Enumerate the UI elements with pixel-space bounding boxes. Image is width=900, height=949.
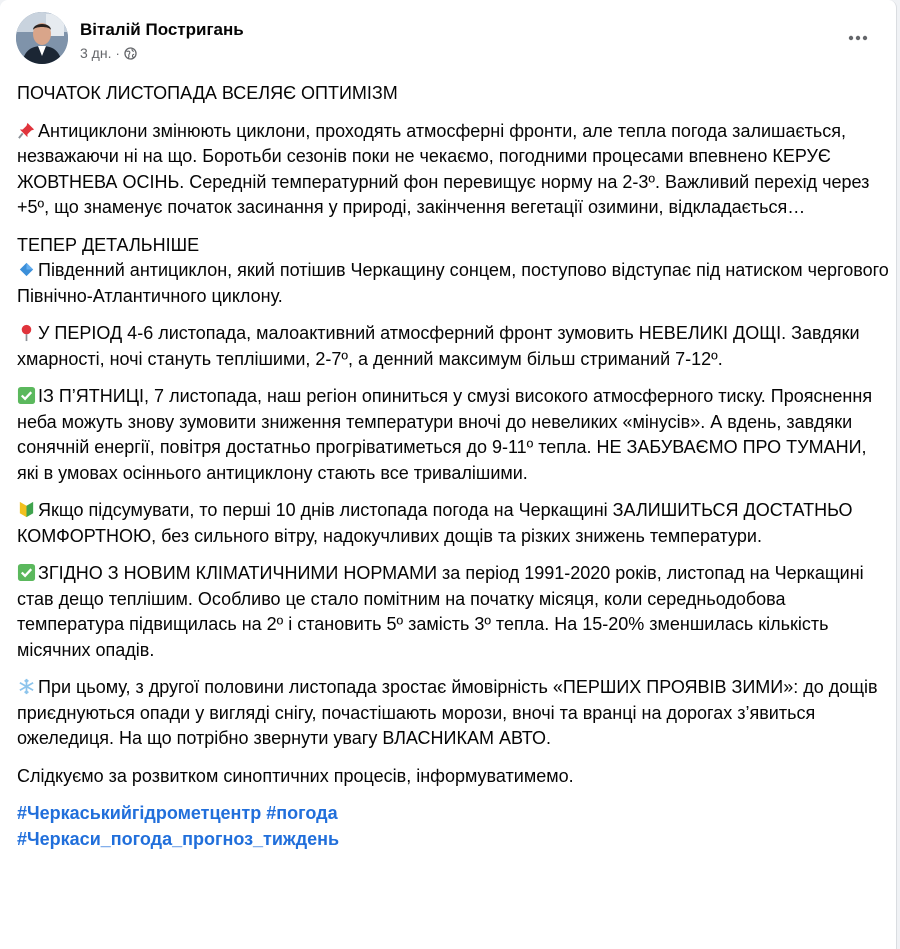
hashtag-link[interactable]: #погода [266, 803, 338, 823]
post-meta [80, 45, 137, 61]
globe-icon[interactable] [124, 47, 137, 60]
more-options-button[interactable] [844, 26, 872, 50]
blue-diamond-icon [17, 260, 36, 279]
hashtags [17, 801, 889, 852]
pushpin-icon [17, 121, 36, 140]
paragraph: У ПЕРІОД 4-6 листопада, малоактивний атмосферний фронт зумовить НЕВЕЛИКІ ДОЩІ. Завдяки хмарності, ночі стануть теплішими, 2-7º, а денний максимум більш стриманий 7-12º. [17, 323, 860, 369]
round-pushpin-icon [17, 323, 36, 342]
author-avatar[interactable] [16, 12, 68, 64]
snowflake-icon [17, 677, 36, 696]
hashtag-link[interactable]: #Черкаськийгідрометцентр [17, 803, 262, 823]
post-content [17, 81, 889, 852]
paragraph: При цьому, з другої половини листопада зростає ймовірність «ПЕРШИХ ПРОЯВІВ ЗИМИ»: до дощів приєднуються опади у вигляді снігу, почастішають морози, вночі та вранці на дорогах з’явиться ожеледиця. На що потрібно звернути увагу ВЛАСНИКАМ АВТО. [17, 677, 878, 748]
check-mark-icon [17, 563, 36, 582]
paragraph: ІЗ П’ЯТНИЦІ, 7 листопада, наш регіон опиниться у смузі високого атмосферного тиску. Прояснення неба можуть знову зумовити зниження температури вночі до невеликих «мінусів». А вдень, завдяки сонячній енергії, повітря достатньо прогріватиметься до 9-11º тепла. НЕ ЗАБУВАЄМО ПРО ТУМАНИ, які в умовах осіннього антициклону стають все тривалішими. [17, 386, 873, 483]
more-horizontal-icon [848, 35, 868, 41]
paragraph: Південний антициклон, який потішив Черкащину сонцем, поступово відступає під натиском чергового Північно-Атлантичного циклону. [17, 260, 889, 306]
beginner-symbol-icon [17, 500, 36, 519]
paragraph: ЗГІДНО З НОВИМ КЛІМАТИЧНИМИ НОРМАМИ за період 1991-2020 років, листопад на Черкащині став дещо теплішим. Особливо це стало помітним на початку місяця, коли середньодобова температура підвищилась на 2º і становить 5º замість 3º тепла. На 15-20% зменшилась кількість місячних опадів. [17, 563, 864, 660]
post-timestamp[interactable]: 3 дн. [80, 45, 112, 61]
hashtag-link[interactable]: #Черкаси_погода_прогноз_тиждень [17, 828, 340, 849]
post-title: ПОЧАТОК ЛИСТОПАДА ВСЕЛЯЄ ОПТИМІЗМ [17, 83, 398, 103]
author-name[interactable]: Віталій Постригань [80, 20, 244, 39]
section-heading: ТЕПЕР ДЕТАЛЬНІШЕ [17, 234, 200, 255]
check-mark-icon [17, 386, 36, 405]
post-header [16, 12, 880, 72]
paragraph: Якщо підсумувати, то перші 10 днів листопада погода на Черкащині ЗАЛИШИТЬСЯ ДОСТАТНЬО КОМФОРТНОЮ, без сильного вітру, надокучливих дощів та різких знижень температури. [17, 500, 853, 546]
paragraph: Антициклони змінюють циклони, проходять атмосферні фронти, але тепла погода залишається, незважаючи ні на що. Боротьби сезонів поки не чекаємо, погодними процесами впевнено КЕРУЄ ЖОВТНЕВА ОСІНЬ. Середній температурний фон перевищує норму на 2-3º. Важливий перехід через +5º, що знаменує початок засинання у природі, закінчення вегетації озимини, відкладається… [17, 120, 870, 217]
meta-separator: · [115, 45, 120, 61]
paragraph: Слідкуємо за розвитком синоптичних процесів, інформуватимемо. [17, 765, 574, 786]
